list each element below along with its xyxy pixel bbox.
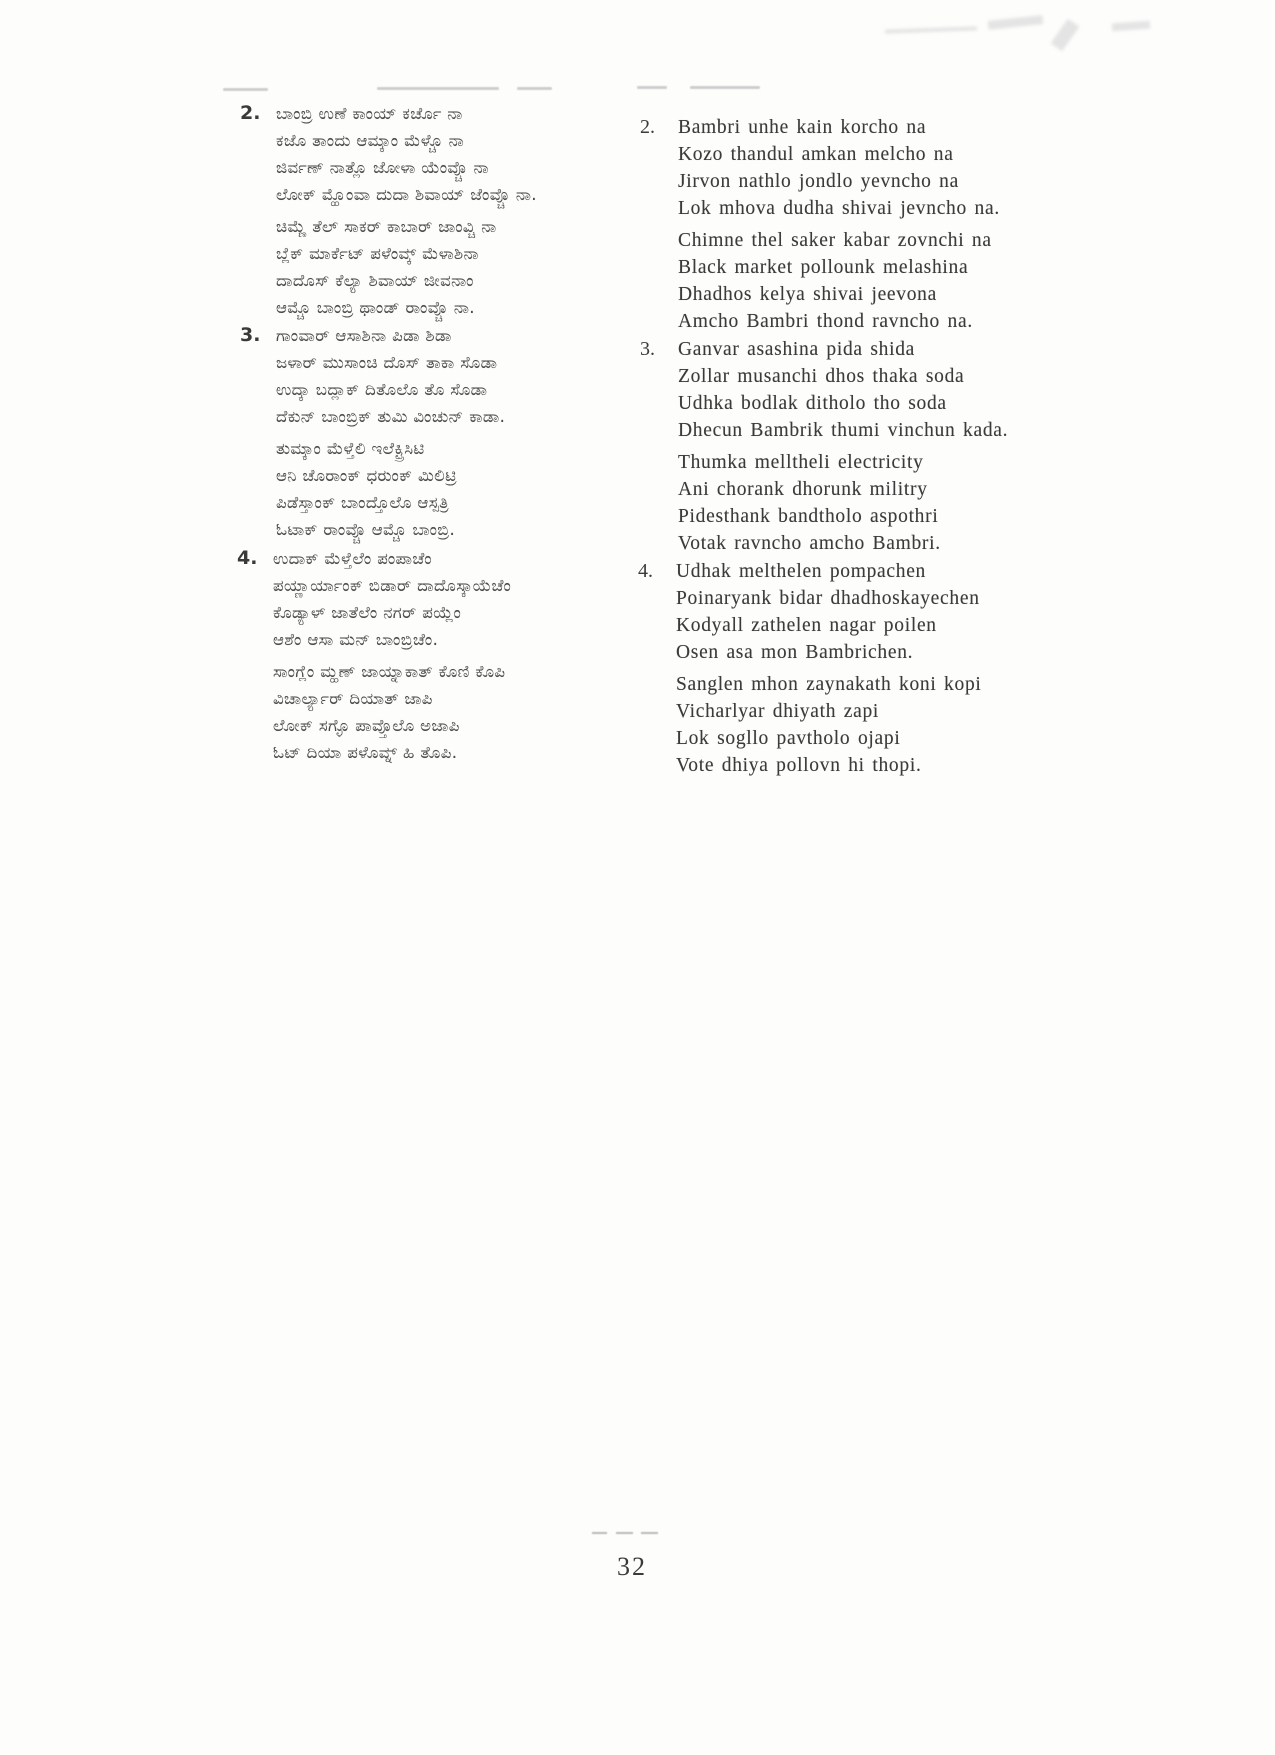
quatrain — [678, 114, 1000, 222]
quatrain — [276, 322, 505, 430]
lyric-line: Zollar musanchi dhos thaka soda — [678, 366, 965, 387]
lyric-line: ಆಮ್ಚೊ ಬಾಂಬ್ರಿ ಥಾಂಡ್ ರಾಂವ್ಚೊ ನಾ. — [276, 298, 475, 317]
lyric-line: Osen asa mon Bambrichen. — [676, 642, 914, 663]
stanza-lines — [676, 558, 982, 784]
lyric-line: ದಾದೊಸ್ ಕೆಲ್ಯಾ ಶಿವಾಯ್ ಜೀವನಾಂ — [276, 271, 474, 290]
stanza-4-kannada — [237, 545, 511, 771]
stanza-lines — [276, 322, 505, 548]
lyric-line: Lok sogllo pavtholo ojapi — [676, 728, 901, 749]
lyric-line: Votak ravncho amcho Bambri. — [678, 533, 941, 554]
stanza-lines — [678, 114, 1000, 340]
lyric-line: Thumka melltheli electricity — [678, 452, 924, 473]
stanza-number: 3. — [640, 338, 655, 360]
lyric-line: Kozo thandul amkan melcho na — [678, 144, 954, 165]
stanza-number: 4. — [237, 547, 258, 569]
lyric-line: Pidesthank bandtholo aspothri — [678, 506, 939, 527]
stanza-lines — [273, 545, 511, 771]
lyric-line: ತುಮ್ಕಾಂ ಮೆಳ್ತೆಲಿ ಇಲೆಕ್ಟ್ರಿಸಿಟಿ — [276, 439, 425, 458]
lyric-line: ಕೊಡ್ಯಾಳ್ ಜಾತೆಲೆಂ ನಗರ್ ಪಯ್ಲೆಂ — [273, 603, 462, 622]
footer-dash — [616, 1532, 633, 1534]
scan-smudge — [1051, 19, 1080, 52]
lyric-line: ಗಾಂವಾರ್ ಆಸಾಶಿನಾ ಪಿಡಾ ಶಿಡಾ — [276, 326, 452, 345]
lyric-line: Poinaryank bidar dhadhoskayechen — [676, 588, 980, 609]
stanza-3-kannada — [240, 322, 505, 548]
lyric-line: ಬಾಂಬ್ರಿ ಉಣೆ ಕಾಂಯ್ ಕರ್ಚೊ ನಾ — [276, 104, 463, 123]
lyric-line: ಉದಾಕ್ ಮೆಳ್ತೆಲೆಂ ಪಂಪಾಚೆಂ — [273, 549, 432, 568]
lyric-line: ಸಾಂಗ್ಲೆಂ ಮ್ಹಣ್ ಜಾಯ್ನಾಕಾತ್ ಕೊಣಿ ಕೊಪಿ — [273, 662, 506, 681]
lyric-line: ಪಿಡೆಸ್ತಾಂಕ್ ಬಾಂದ್ತೊಲೊ ಆಸ್ಪತ್ರಿ — [276, 493, 449, 512]
quatrain — [273, 658, 511, 766]
lyric-line: Dhadhos kelya shivai jeevona — [678, 284, 937, 305]
lyric-line: Amcho Bambri thond ravncho na. — [678, 311, 973, 332]
stanza-lines — [678, 336, 1008, 562]
scan-smudge — [885, 26, 977, 33]
scan-streak — [377, 87, 499, 90]
scan-streak — [690, 86, 760, 89]
lyric-line: Bambri unhe kain korcho na — [678, 117, 927, 138]
lyric-line: Vicharlyar dhiyath zapi — [676, 701, 880, 722]
scan-smudge — [988, 15, 1044, 30]
page-number: 32 — [617, 1552, 647, 1581]
lyric-line: Chimne thel saker kabar zovnchi na — [678, 230, 992, 251]
quatrain — [678, 336, 1008, 444]
lyric-line: Udhak melthelen pompachen — [676, 561, 927, 582]
lyric-line: ಕಜೊ ತಾಂದು ಆಮ್ಕಾಂ ಮೆಳ್ಚೊ ನಾ — [276, 131, 465, 150]
stanza-3-latin — [640, 336, 1008, 562]
lyric-line: ಬ್ಲೆಕ್ ಮಾರ್ಕೆಟ್ ಪಳೆಂವ್ಕ್ ಮೆಳಾಶಿನಾ — [276, 244, 479, 263]
lyric-line: ಚಿಮ್ಣೆ ತೆಲ್ ಸಾಕರ್ ಕಾಬಾರ್ ಜಾಂವ್ಚಿ ನಾ — [276, 217, 497, 236]
lyric-line: ಆನಿ ಚೊರಾಂಕ್ ಧರುಂಕ್ ಮಿಲಿಟ್ರಿ — [276, 466, 457, 485]
lyric-line: Ganvar asashina pida shida — [678, 339, 916, 360]
lyric-line: Lok mhova dudha shivai jevncho na. — [678, 198, 1000, 219]
footer-dash — [641, 1532, 658, 1534]
quatrain — [276, 100, 537, 208]
stanza-number: 2. — [640, 116, 655, 138]
lyric-line: Ani chorank dhorunk militry — [678, 479, 928, 500]
lyric-line: ಲೋಕ್ ಸಗ್ಳೊ ಪಾವ್ತೊಲೊ ಅಜಾಪಿ — [273, 716, 460, 735]
quatrain — [276, 435, 505, 543]
stanza-number: 4. — [638, 560, 653, 582]
stanza-4-latin — [638, 558, 982, 784]
scan-streak — [223, 88, 268, 91]
scan-streak — [517, 87, 552, 90]
lyric-line: Dhecun Bambrik thumi vinchun kada. — [678, 420, 1009, 441]
lyric-line: Vote dhiya pollovn hi thopi. — [676, 755, 922, 776]
scan-streak — [637, 86, 667, 89]
lyric-line: Udhka bodlak ditholo tho soda — [678, 393, 947, 414]
footer-dash — [592, 1532, 607, 1534]
quatrain — [273, 545, 511, 653]
lyric-line: ಉದ್ಕಾ ಬದ್ಲಾಕ್ ದಿತೊಲೊ ತೊ ಸೊಡಾ — [276, 380, 488, 399]
lyric-line: Jirvon nathlo jondlo yevncho na — [678, 171, 959, 192]
stanza-2-latin — [640, 114, 1000, 340]
lyric-line: Black market pollounk melashina — [678, 257, 969, 278]
lyric-line: ಜಳಾರ್ ಮುಸಾಂಚಿ ದೊಸ್ ತಾಕಾ ಸೊಡಾ — [276, 353, 498, 372]
quatrain — [676, 558, 982, 666]
stanza-number: 2. — [240, 102, 261, 124]
lyric-line: ದೆಕುನ್ ಬಾಂಬ್ರಿಕ್ ತುಮಿ ವಿಂಚುನ್ ಕಾಡಾ. — [276, 407, 506, 426]
lyric-line: Sanglen mhon zaynakath koni kopi — [676, 674, 982, 695]
lyric-line: ಆಶೆಂ ಆಸಾ ಮನ್ ಬಾಂಬ್ರಿಚೆಂ. — [273, 630, 439, 649]
lyric-line: ಪಯ್ಣಾರ್ಯಾಂಕ್ ಬಿಡಾರ್ ದಾದೊಸ್ಕಾಯೆಚೆಂ — [273, 576, 512, 595]
lyric-line: ಓಟಾಕ್ ರಾಂವ್ಚೊ ಆಮ್ಚೊ ಬಾಂಬ್ರಿ. — [276, 520, 456, 539]
stanza-number: 3. — [240, 324, 261, 346]
lyric-line: ಓಟ್ ದಿಯಾ ಪಳೊವ್ನ್ ಹಿ ತೊಪಿ. — [273, 743, 458, 762]
lyric-line: ವಿಚಾರ್ಲ್ಯಾರ್ ದಿಯಾತ್ ಜಾಪಿ — [273, 689, 433, 708]
quatrain — [276, 213, 537, 321]
lyric-line: ಲೋಕ್ ಮ್ಹೊಂವಾ ದುದಾ ಶಿವಾಯ್ ಜೆಂವ್ಚೊ ನಾ. — [276, 185, 537, 204]
quatrain — [678, 227, 1000, 335]
quatrain — [678, 449, 1008, 557]
stanza-lines — [276, 100, 537, 326]
lyric-line: Kodyall zathelen nagar poilen — [676, 615, 937, 636]
quatrain — [676, 671, 982, 779]
stanza-2-kannada — [240, 100, 537, 326]
scan-smudge — [1112, 21, 1150, 32]
lyric-line: ಜಿರ್ವಣ್ ನಾತ್ಲೊ ಜೋಳಾ ಯೆಂವ್ಚೊ ನಾ — [276, 158, 489, 177]
